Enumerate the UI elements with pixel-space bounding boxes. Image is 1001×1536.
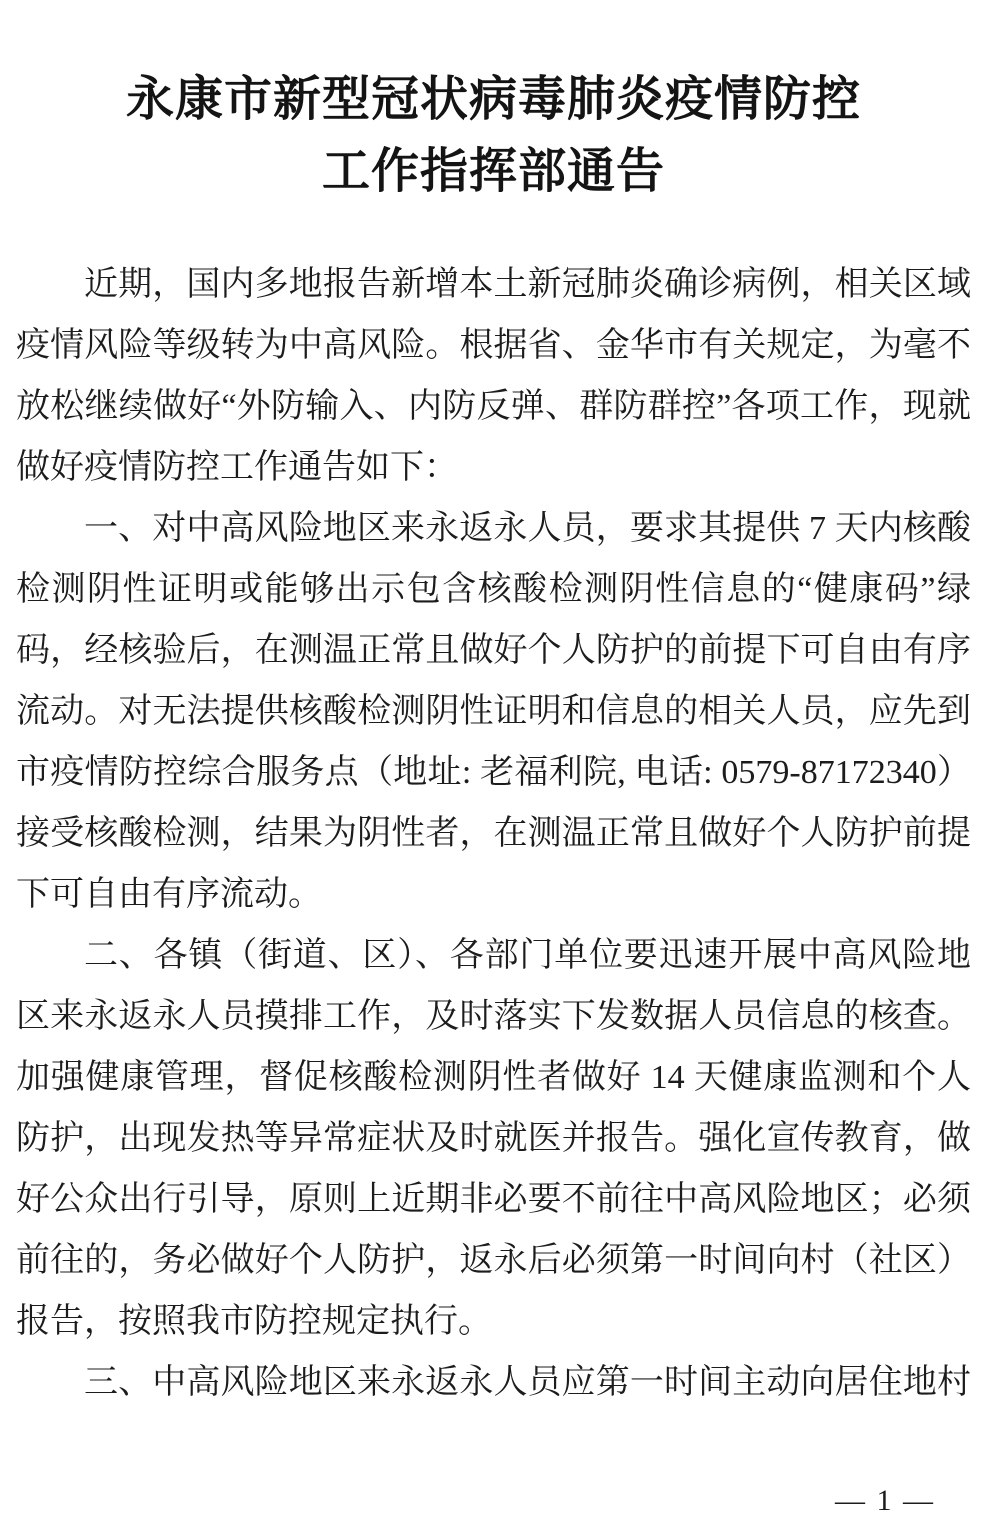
document-body: [16, 254, 971, 1413]
paragraph-item-2: 二、各镇（街道、区）、各部门单位要迅速开展中高风险地区来永返永人员摸排工作，及时落实下发数据人员信息的核查。加强健康管理，督促核酸检测阴性者做好 14 天健康监测和个人防护，出现发热等异常症状及时就医并报告。强化宣传教育，做好公众出行引导，原则上近期非必要不前往中高风险地区；必须前往的，务必做好个人防护，返永后必须第一时间向村（社区）报告，按照我市防控规定执行。: [16, 937, 971, 1340]
document-title: [16, 64, 971, 208]
paragraph-intro: 近期，国内多地报告新增本土新冠肺炎确诊病例，相关区域疫情风险等级转为中高风险。根据省、金华市有关规定，为毫不放松继续做好“外防输入、内防反弹、群防群控”各项工作，现就做好疫情防控工作通告如下：: [16, 266, 971, 486]
page-number: — 1 —: [835, 1484, 935, 1517]
paragraph-item-3-truncated: 三、中高风险地区来永返永人员应第一时间主动向居住地村: [84, 1364, 971, 1401]
paragraph-item-1: 一、对中高风险地区来永返永人员，要求其提供 7 天内核酸检测阴性证明或能够出示包含核酸检测阴性信息的“健康码”绿码，经核验后，在测温正常且做好个人防护的前提下可自由有序流动。对无法提供核酸检测阴性证明和信息的相关人员，应先到市疫情防控综合服务点（地址: 老福利院, 电话: 0579-87172340）接受核酸检测，结果为阴性者，在测温正常且做好个人防护前提下可自由有序流动。: [16, 510, 971, 913]
document-title-line-1: 永康市新型冠状病毒肺炎疫情防控: [125, 73, 861, 126]
document-title-line-2: 工作指挥部通告: [321, 145, 665, 198]
